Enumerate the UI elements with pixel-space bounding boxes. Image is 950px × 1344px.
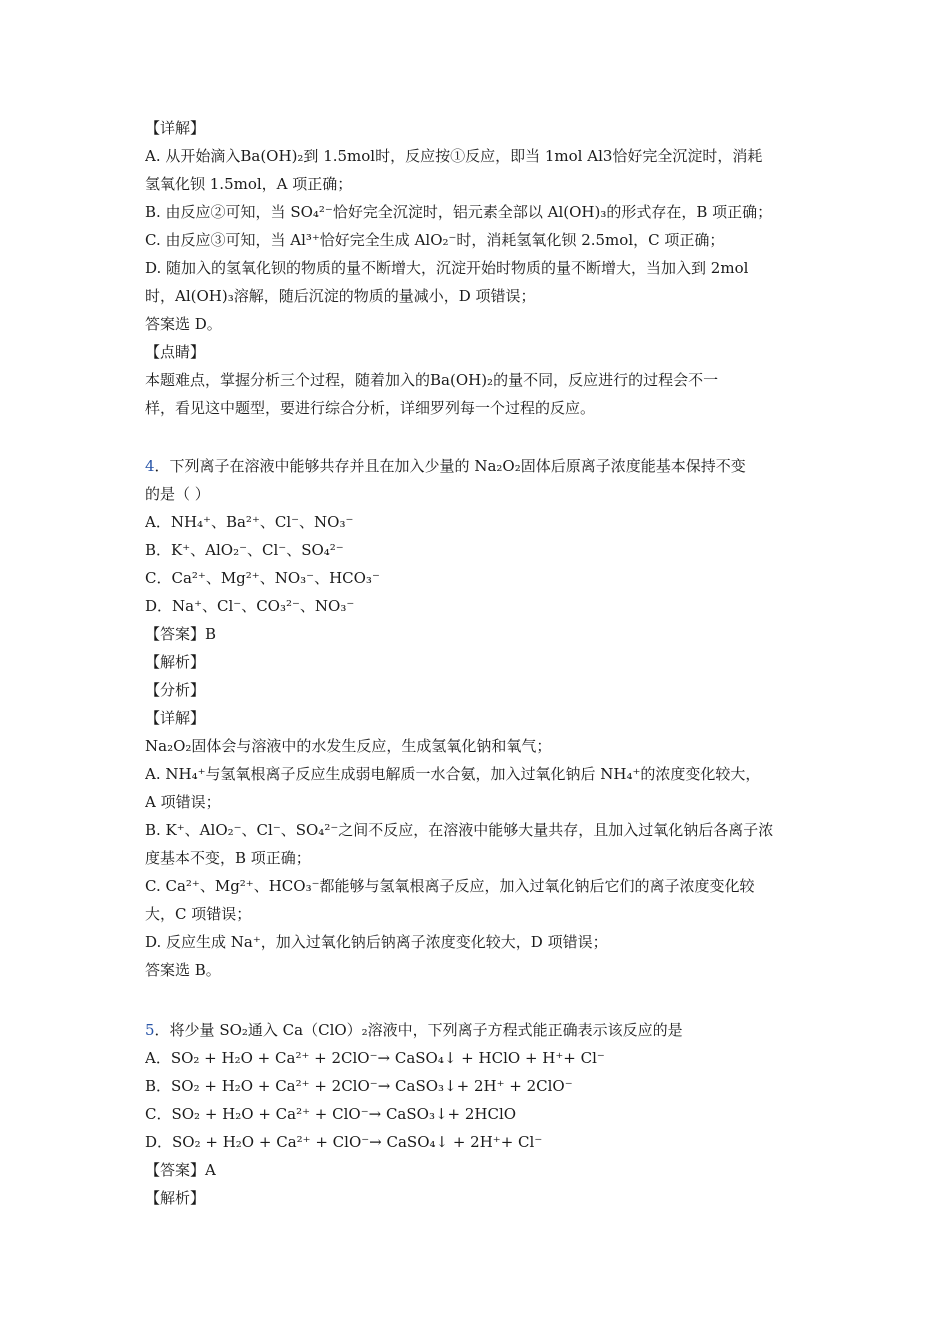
line-text: Na₂O₂固体会与溶液中的水发生反应，生成氢氧化钠和氧气； xyxy=(145,737,552,755)
text-line xyxy=(145,1044,815,1072)
question-number: 4 xyxy=(145,457,155,475)
line-text: ．将少量 SO₂通入 Ca（ClO）₂溶液中，下列离子方程式能正确表示该反应的是 xyxy=(154,1021,683,1039)
line-text: 【详解】 xyxy=(145,709,206,727)
text-line xyxy=(145,114,815,142)
text-line xyxy=(145,900,815,928)
line-text: C．Ca²⁺、Mg²⁺、NO₃⁻、HCO₃⁻ xyxy=(145,569,380,587)
text-line xyxy=(145,310,815,338)
line-text: 氢氧化钡 1.5mol，A 项正确； xyxy=(145,175,353,193)
text-line xyxy=(145,254,815,282)
line-text: 【详解】 xyxy=(145,119,206,137)
line-text: 时，Al(OH)₃溶解，随后沉淀的物质的量减小，D 项错误； xyxy=(145,287,536,305)
text-line xyxy=(145,760,815,788)
line-text: 【答案】A xyxy=(145,1161,216,1179)
line-text: D. 反应生成 Na⁺，加入过氧化钠后钠离子浓度变化较大，D 项错误； xyxy=(145,933,608,951)
text-line xyxy=(145,928,815,956)
text-line xyxy=(145,282,815,310)
line-text: C. Ca²⁺、Mg²⁺、HCO₃⁻都能够与氢氧根离子反应，加入过氧化钠后它们的离子浓度变化较 xyxy=(145,877,755,895)
line-text: B. 由反应②可知，当 SO₄²⁻恰好完全沉淀时，铝元素全部以 Al(OH)₃的形式存在，B 项正确； xyxy=(145,203,773,221)
text-line xyxy=(145,480,815,508)
text-line xyxy=(145,788,815,816)
text-line xyxy=(145,704,815,732)
text-line xyxy=(145,648,815,676)
question-heading xyxy=(145,1016,815,1044)
line-text: B．K⁺、AlO₂⁻、Cl⁻、SO₄²⁻ xyxy=(145,541,344,559)
text-line xyxy=(145,142,815,170)
text-line xyxy=(145,394,815,422)
text-line xyxy=(145,508,815,536)
text-line xyxy=(145,1156,815,1184)
line-text: 【分析】 xyxy=(145,681,206,699)
text-line xyxy=(145,1128,815,1156)
text-line xyxy=(145,1072,815,1100)
question-number: 5 xyxy=(145,1021,155,1039)
line-text: A．NH₄⁺、Ba²⁺、Cl⁻、NO₃⁻ xyxy=(145,513,354,531)
line-text: A. 从开始滴入Ba(OH)₂到 1.5mol时，反应按①反应，即当 1mol Al3恰好完全沉淀时，消耗 xyxy=(145,147,763,165)
text-line xyxy=(145,816,815,844)
line-text: D．Na⁺、Cl⁻、CO₃²⁻、NO₃⁻ xyxy=(145,597,355,615)
line-text: A. NH₄⁺与氢氧根离子反应生成弱电解质一水合氨，加入过氧化钠后 NH₄⁺的浓度变化较大， xyxy=(145,765,761,783)
text-line xyxy=(145,872,815,900)
text-line xyxy=(145,620,815,648)
line-text: A 项错误； xyxy=(145,793,221,811)
line-text: A．SO₂ + H₂O + Ca²⁺ + 2ClO⁻→ CaSO₄↓ + HClO + H⁺+ Cl⁻ xyxy=(145,1049,605,1067)
line-text: 【解析】 xyxy=(145,653,206,671)
text-line xyxy=(145,536,815,564)
line-text: 【答案】B xyxy=(145,625,217,643)
text-line xyxy=(145,226,815,254)
line-text: D．SO₂ + H₂O + Ca²⁺ + ClO⁻→ CaSO₄↓ + 2H⁺+ Cl⁻ xyxy=(145,1133,543,1151)
line-text: 本题难点，掌握分析三个过程，随着加入的Ba(OH)₂的量不同，反应进行的过程会不一 xyxy=(145,371,719,389)
text-line xyxy=(145,956,815,984)
line-text: B. K⁺、AlO₂⁻、Cl⁻、SO₄²⁻之间不反应，在溶液中能够大量共存，且加入过氧化钠后各离子浓 xyxy=(145,821,774,839)
text-line xyxy=(145,1100,815,1128)
line-text: 【解析】 xyxy=(145,1189,206,1207)
line-text: 的是（ ） xyxy=(145,485,210,503)
text-line xyxy=(145,676,815,704)
line-text: D. 随加入的氢氧化钡的物质的量不断增大，沉淀开始时物质的量不断增大，当加入到 2mol xyxy=(145,259,749,277)
line-text: C．SO₂ + H₂O + Ca²⁺ + ClO⁻→ CaSO₃↓+ 2HClO xyxy=(145,1105,517,1123)
line-text: 【点睛】 xyxy=(145,343,206,361)
text-line xyxy=(145,732,815,760)
text-line xyxy=(145,198,815,226)
line-text: 大，C 项错误； xyxy=(145,905,252,923)
text-line xyxy=(145,592,815,620)
line-text: ．下列离子在溶液中能够共存并且在加入少量的 Na₂O₂固体后原离子浓度能基本保持不变 xyxy=(154,457,746,475)
text-line xyxy=(145,844,815,872)
line-text: C. 由反应③可知，当 Al³⁺恰好完全生成 AlO₂⁻时，消耗氢氧化钡 2.5mol，C 项正确； xyxy=(145,231,725,249)
text-line xyxy=(145,1184,815,1212)
text-line xyxy=(145,366,815,394)
line-text: 度基本不变，B 项正确； xyxy=(145,849,311,867)
line-text: 答案选 D。 xyxy=(145,315,222,333)
line-text: 答案选 B。 xyxy=(145,961,221,979)
text-line xyxy=(145,338,815,366)
line-text: 样，看见这中题型，要进行综合分析，详细罗列每一个过程的反应。 xyxy=(145,399,596,417)
text-line xyxy=(145,170,815,198)
line-text: B．SO₂ + H₂O + Ca²⁺ + 2ClO⁻→ CaSO₃↓+ 2H⁺ + 2ClO⁻ xyxy=(145,1077,573,1095)
question-heading xyxy=(145,452,815,480)
text-line xyxy=(145,564,815,592)
